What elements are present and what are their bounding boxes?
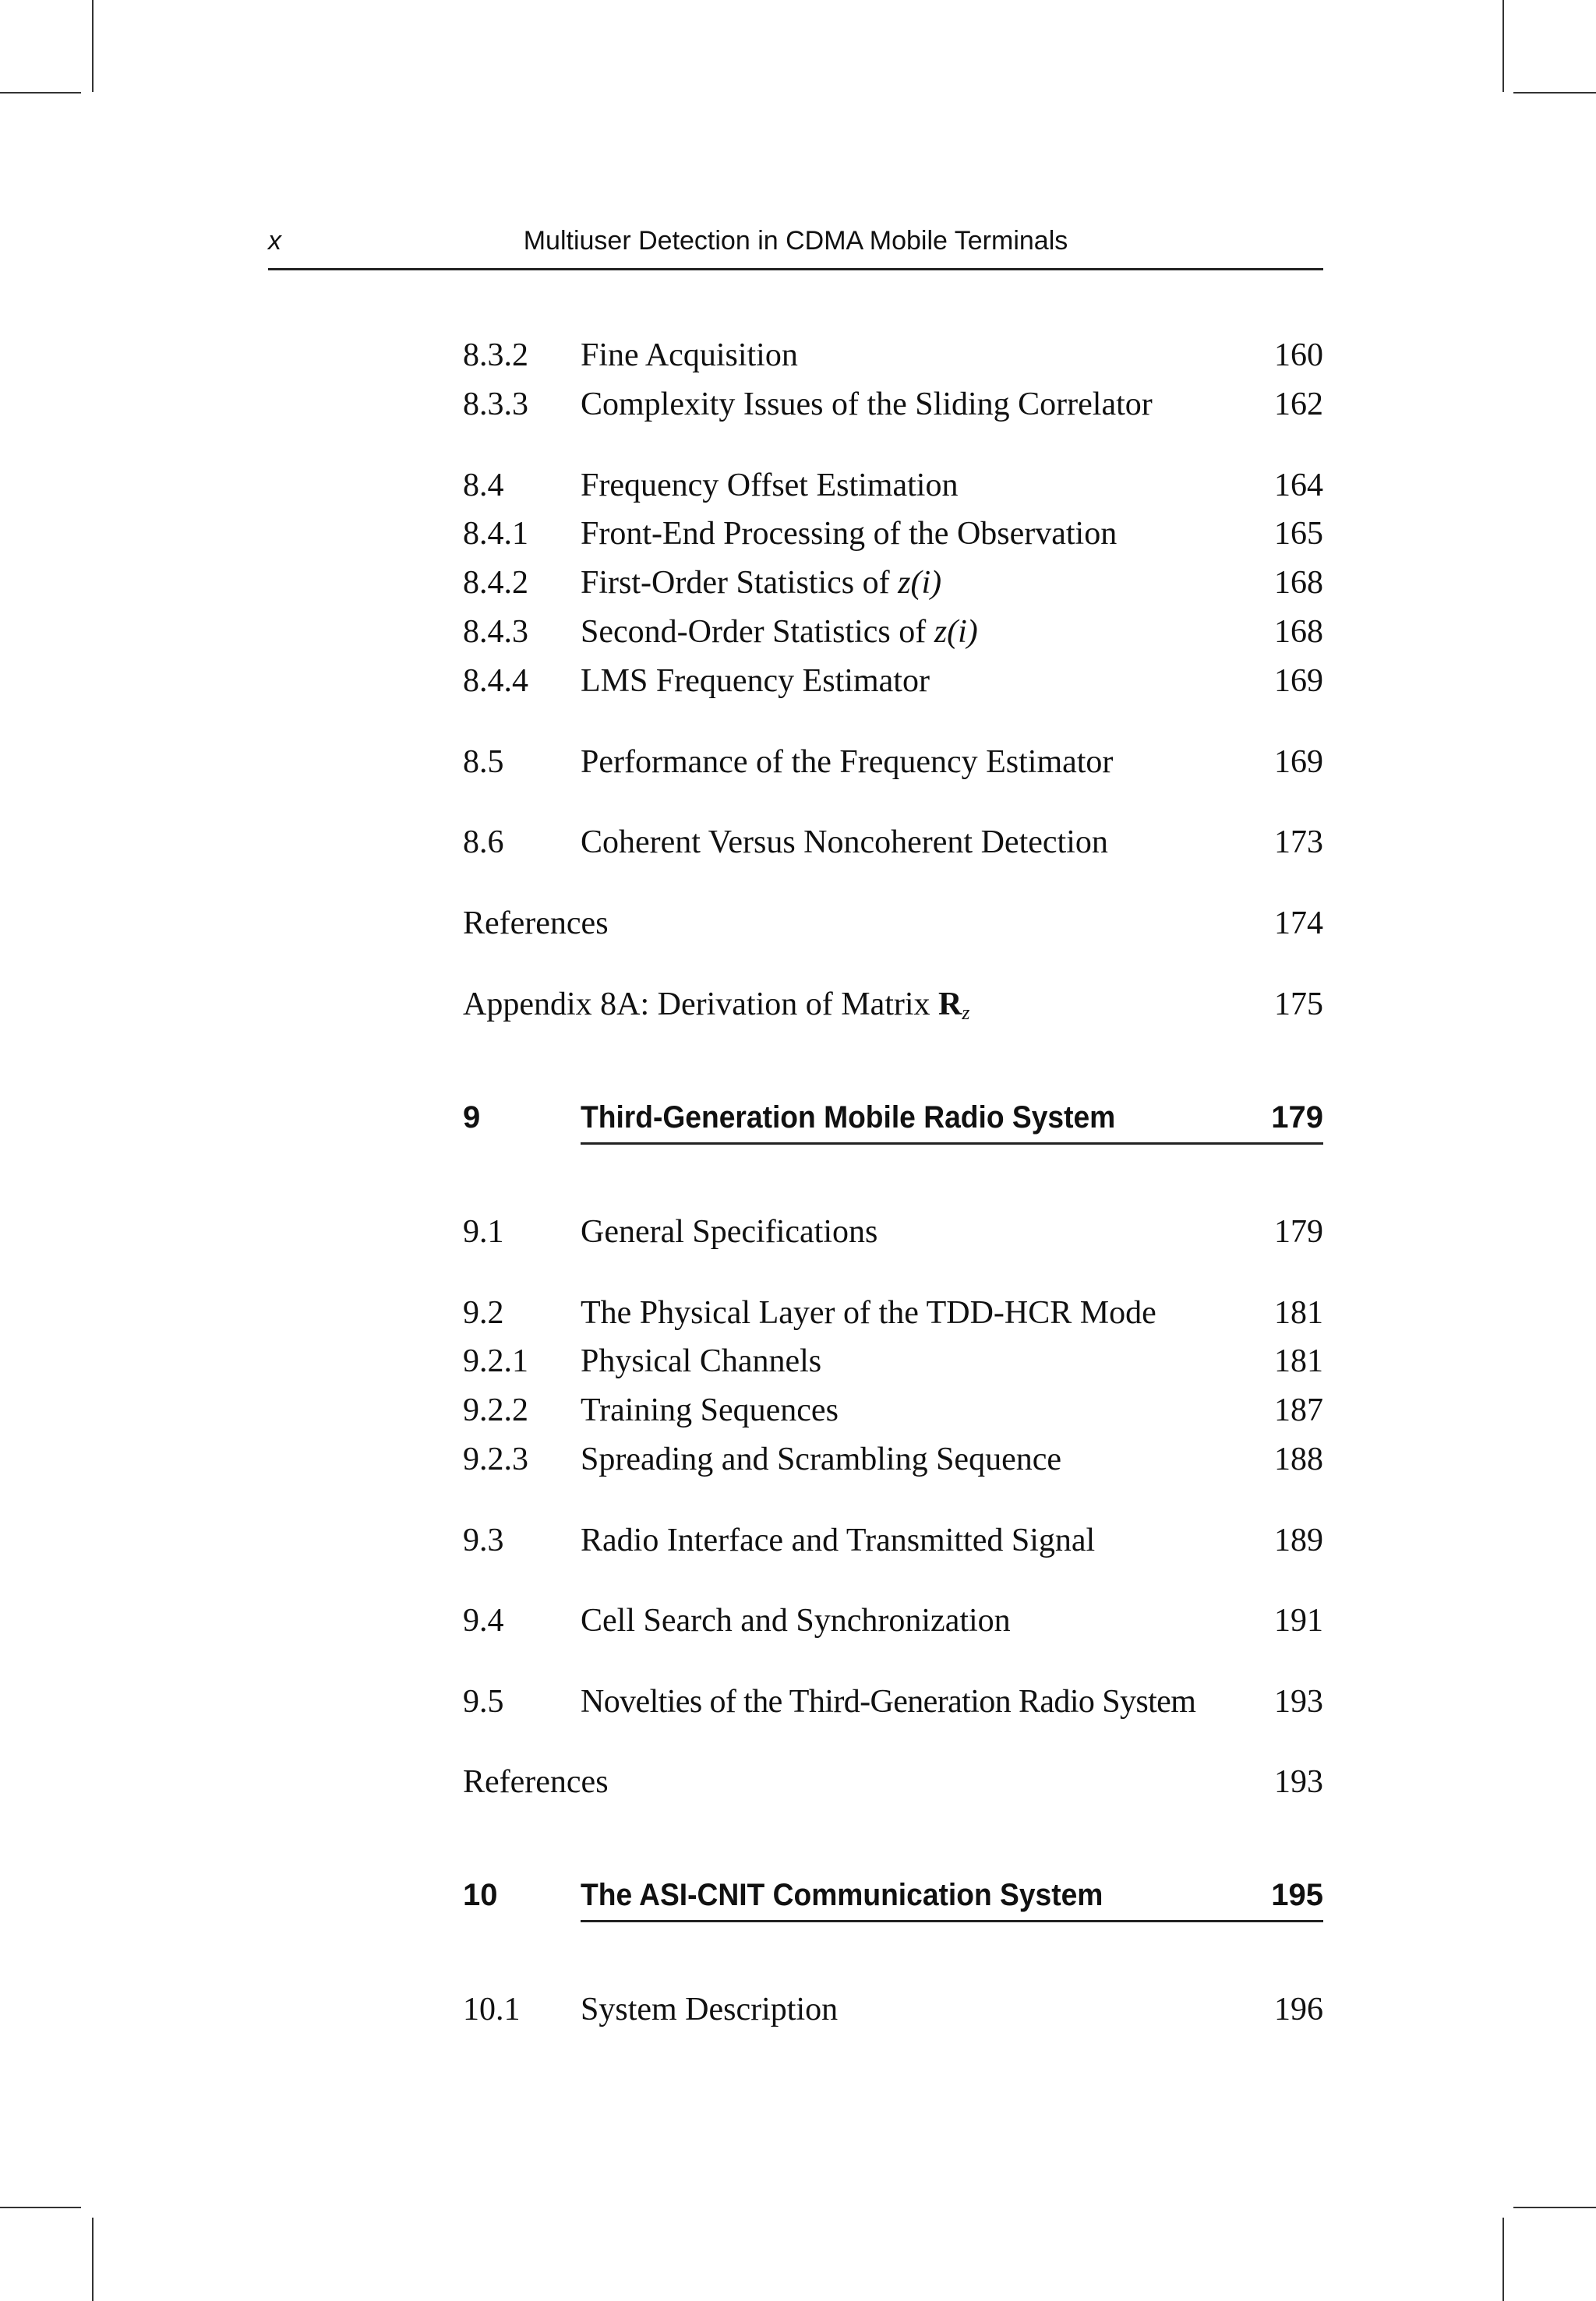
section-title: Training Sequences bbox=[581, 1392, 839, 1428]
section-title: Spreading and Scrambling Sequence bbox=[581, 1442, 1061, 1477]
section-number: 10.1 bbox=[463, 1992, 521, 2027]
page-number: 169 bbox=[1274, 663, 1323, 699]
toc-entry[interactable] bbox=[463, 513, 1323, 554]
page-number: 165 bbox=[1274, 516, 1323, 552]
toc-entry[interactable] bbox=[463, 1439, 1323, 1480]
toc-entry[interactable] bbox=[463, 1212, 1323, 1252]
section-number: 8.4.1 bbox=[463, 516, 528, 552]
section-number: 9.4 bbox=[463, 1603, 504, 1639]
section-title: Second-Order Statistics of z(i) bbox=[581, 614, 978, 650]
math-variable: z(i) bbox=[898, 565, 942, 601]
page-number: 179 bbox=[1274, 1214, 1323, 1250]
section-number: 8.3.2 bbox=[463, 337, 528, 373]
section-number: 8.4.4 bbox=[463, 663, 528, 699]
section-title: Appendix 8A: Derivation of Matrix $R_z$ bbox=[463, 986, 970, 1024]
toc-entry[interactable] bbox=[463, 1682, 1323, 1722]
toc-entry[interactable] bbox=[463, 822, 1323, 863]
page-number: 191 bbox=[1274, 1603, 1323, 1639]
page-number: 193 bbox=[1274, 1684, 1323, 1720]
section-title: First-Order Statistics of z(i) bbox=[581, 565, 942, 601]
running-head bbox=[268, 223, 1323, 270]
section-title: Coherent Versus Noncoherent Detection bbox=[581, 824, 1108, 860]
page-number: 173 bbox=[1274, 824, 1323, 860]
section-title: General Specifications bbox=[581, 1214, 878, 1250]
running-title: Multiuser Detection in CDMA Mobile Terminals bbox=[523, 226, 1068, 256]
toc-entry[interactable] bbox=[463, 1520, 1323, 1561]
chapter-title: Third-Generation Mobile Radio System bbox=[581, 1100, 1116, 1135]
page-number: 160 bbox=[1274, 337, 1323, 373]
page-number: 193 bbox=[1274, 1764, 1323, 1800]
section-title: Cell Search and Synchronization bbox=[581, 1603, 1011, 1639]
page-number: 195 bbox=[1271, 1878, 1323, 1912]
section-title: References bbox=[463, 1764, 609, 1800]
matrix-symbol: R bbox=[938, 986, 962, 1022]
section-number: 9.5 bbox=[463, 1684, 504, 1720]
section-number: 9.1 bbox=[463, 1214, 504, 1250]
toc-entry-appendix[interactable] bbox=[463, 984, 1323, 1025]
section-number: 9.3 bbox=[463, 1523, 504, 1558]
crop-mark bbox=[1513, 92, 1596, 94]
chapter-rule bbox=[581, 1142, 1323, 1145]
math-variable: z(i) bbox=[934, 614, 978, 650]
crop-mark bbox=[1502, 0, 1504, 92]
toc-entry[interactable] bbox=[463, 1600, 1323, 1641]
section-title: Front-End Processing of the Observation bbox=[581, 516, 1118, 552]
page-number: 162 bbox=[1274, 386, 1323, 422]
page-number: 164 bbox=[1274, 468, 1323, 503]
crop-mark bbox=[1513, 2207, 1596, 2208]
section-title: Complexity Issues of the Sliding Correlator bbox=[581, 386, 1153, 422]
page-number: 187 bbox=[1274, 1392, 1323, 1428]
section-title: Performance of the Frequency Estimator bbox=[581, 744, 1114, 780]
chapter-rule bbox=[581, 1920, 1323, 1922]
toc-entry[interactable] bbox=[463, 612, 1323, 652]
section-title: References bbox=[463, 905, 609, 941]
section-title: Physical Channels bbox=[581, 1343, 822, 1379]
crop-mark bbox=[1502, 2218, 1504, 2301]
chapter-heading[interactable] bbox=[463, 1096, 1323, 1142]
toc-entry[interactable] bbox=[463, 335, 1323, 376]
section-number: 8.4.3 bbox=[463, 614, 528, 650]
toc-entry[interactable] bbox=[463, 384, 1323, 425]
chapter-number: 10 bbox=[463, 1878, 498, 1912]
toc-entry[interactable] bbox=[463, 1989, 1323, 2030]
section-number: 8.3.3 bbox=[463, 386, 528, 422]
chapter-number: 9 bbox=[463, 1100, 481, 1135]
crop-mark bbox=[92, 2218, 94, 2301]
page-number: 179 bbox=[1271, 1100, 1323, 1135]
section-title: System Description bbox=[581, 1992, 839, 2027]
toc-entry[interactable] bbox=[463, 1341, 1323, 1382]
toc-entry[interactable] bbox=[463, 1390, 1323, 1431]
toc-entry[interactable] bbox=[463, 563, 1323, 603]
section-title: Frequency Offset Estimation bbox=[581, 468, 959, 503]
section-title: LMS Frequency Estimator bbox=[581, 663, 930, 699]
crop-mark bbox=[0, 92, 81, 94]
section-number: 9.2.3 bbox=[463, 1442, 528, 1477]
section-number: 8.4.2 bbox=[463, 565, 528, 601]
section-title: The Physical Layer of the TDD-HCR Mode bbox=[581, 1295, 1156, 1331]
section-number: 8.5 bbox=[463, 744, 504, 780]
section-title: Radio Interface and Transmitted Signal bbox=[581, 1523, 1096, 1558]
page-number: 169 bbox=[1274, 744, 1323, 780]
page-number: 196 bbox=[1274, 1992, 1323, 2027]
page-number: 174 bbox=[1274, 905, 1323, 941]
chapter-heading[interactable] bbox=[463, 1873, 1323, 1920]
crop-mark bbox=[0, 2207, 81, 2208]
toc-entry[interactable] bbox=[463, 742, 1323, 782]
toc-entry[interactable] bbox=[463, 465, 1323, 506]
toc-entry-references[interactable] bbox=[463, 1762, 1323, 1802]
page-number: 168 bbox=[1274, 565, 1323, 601]
toc-entry[interactable] bbox=[463, 661, 1323, 701]
section-number: 9.2.2 bbox=[463, 1392, 528, 1428]
toc-entry-references[interactable] bbox=[463, 903, 1323, 944]
section-number: 9.2.1 bbox=[463, 1343, 528, 1379]
page-number: 189 bbox=[1274, 1523, 1323, 1558]
page-number: 175 bbox=[1274, 986, 1323, 1022]
crop-mark bbox=[92, 0, 94, 92]
section-title: Novelties of the Third-Generation Radio System bbox=[581, 1684, 1196, 1720]
page-folio: x bbox=[268, 226, 281, 256]
page-number: 181 bbox=[1274, 1343, 1323, 1379]
matrix-subscript: z bbox=[962, 1001, 970, 1024]
page-number: 188 bbox=[1274, 1442, 1323, 1477]
toc-entry[interactable] bbox=[463, 1293, 1323, 1333]
section-number: 8.4 bbox=[463, 468, 504, 503]
chapter-title: The ASI-CNIT Communication System bbox=[581, 1878, 1103, 1912]
page-number: 168 bbox=[1274, 614, 1323, 650]
section-title: Fine Acquisition bbox=[581, 337, 798, 373]
page-number: 181 bbox=[1274, 1295, 1323, 1331]
section-number: 9.2 bbox=[463, 1295, 504, 1331]
section-number: 8.6 bbox=[463, 824, 504, 860]
